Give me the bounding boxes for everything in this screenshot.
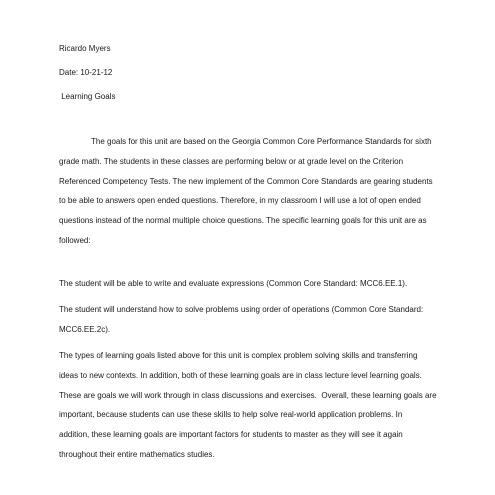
closing-line-2: ideas to new contexts. In addition, both of these learning goals are in class lecture level learning goals. — [59, 371, 422, 380]
author-name: Ricardo Myers — [59, 44, 111, 53]
closing-line-4: important, because students can use these skills to help solve real-world application problems. In — [59, 410, 403, 419]
intro-line-4: to be able to answers open ended questions. Therefore, in my classroom I will use a lot of open ended — [59, 196, 421, 205]
goal-2-line-1: The student will understand how to solve problems using order of operations (Common Core Standard: — [59, 305, 424, 314]
intro-line-6: followed: — [59, 236, 91, 245]
intro-line-3: Referenced Competency Tests. The new implement of the Common Core Standards are gearing students — [59, 177, 433, 186]
document-title: Learning Goals — [59, 92, 116, 101]
goal-1: The student will be able to write and evaluate expressions (Common Core Standard: MCC6.EE.1). — [59, 279, 408, 288]
closing-line-1: The types of learning goals listed above for this unit is complex problem solving skills and transferring — [59, 351, 418, 360]
closing-line-6: throughout their entire mathematics studies. — [59, 450, 215, 459]
goal-2-line-2: MCC6.EE.2c). — [59, 325, 111, 334]
closing-line-5: addition, these learning goals are important factors for students to master as they will see it again — [59, 430, 403, 439]
intro-line-5: questions instead of the normal multiple choice questions. The specific learning goals for this unit are as — [59, 216, 427, 225]
intro-line-1: The goals for this unit are based on the Georgia Common Core Performance Standards for sixth — [91, 137, 432, 146]
document-date: Date: 10-21-12 — [59, 68, 113, 77]
intro-line-2: grade math. The students in these classes are performing below or at grade level on the Criterion — [59, 157, 404, 166]
closing-line-3: These are goals we will work through in class discussions and exercises. Overall, these learning goals are — [59, 391, 437, 400]
